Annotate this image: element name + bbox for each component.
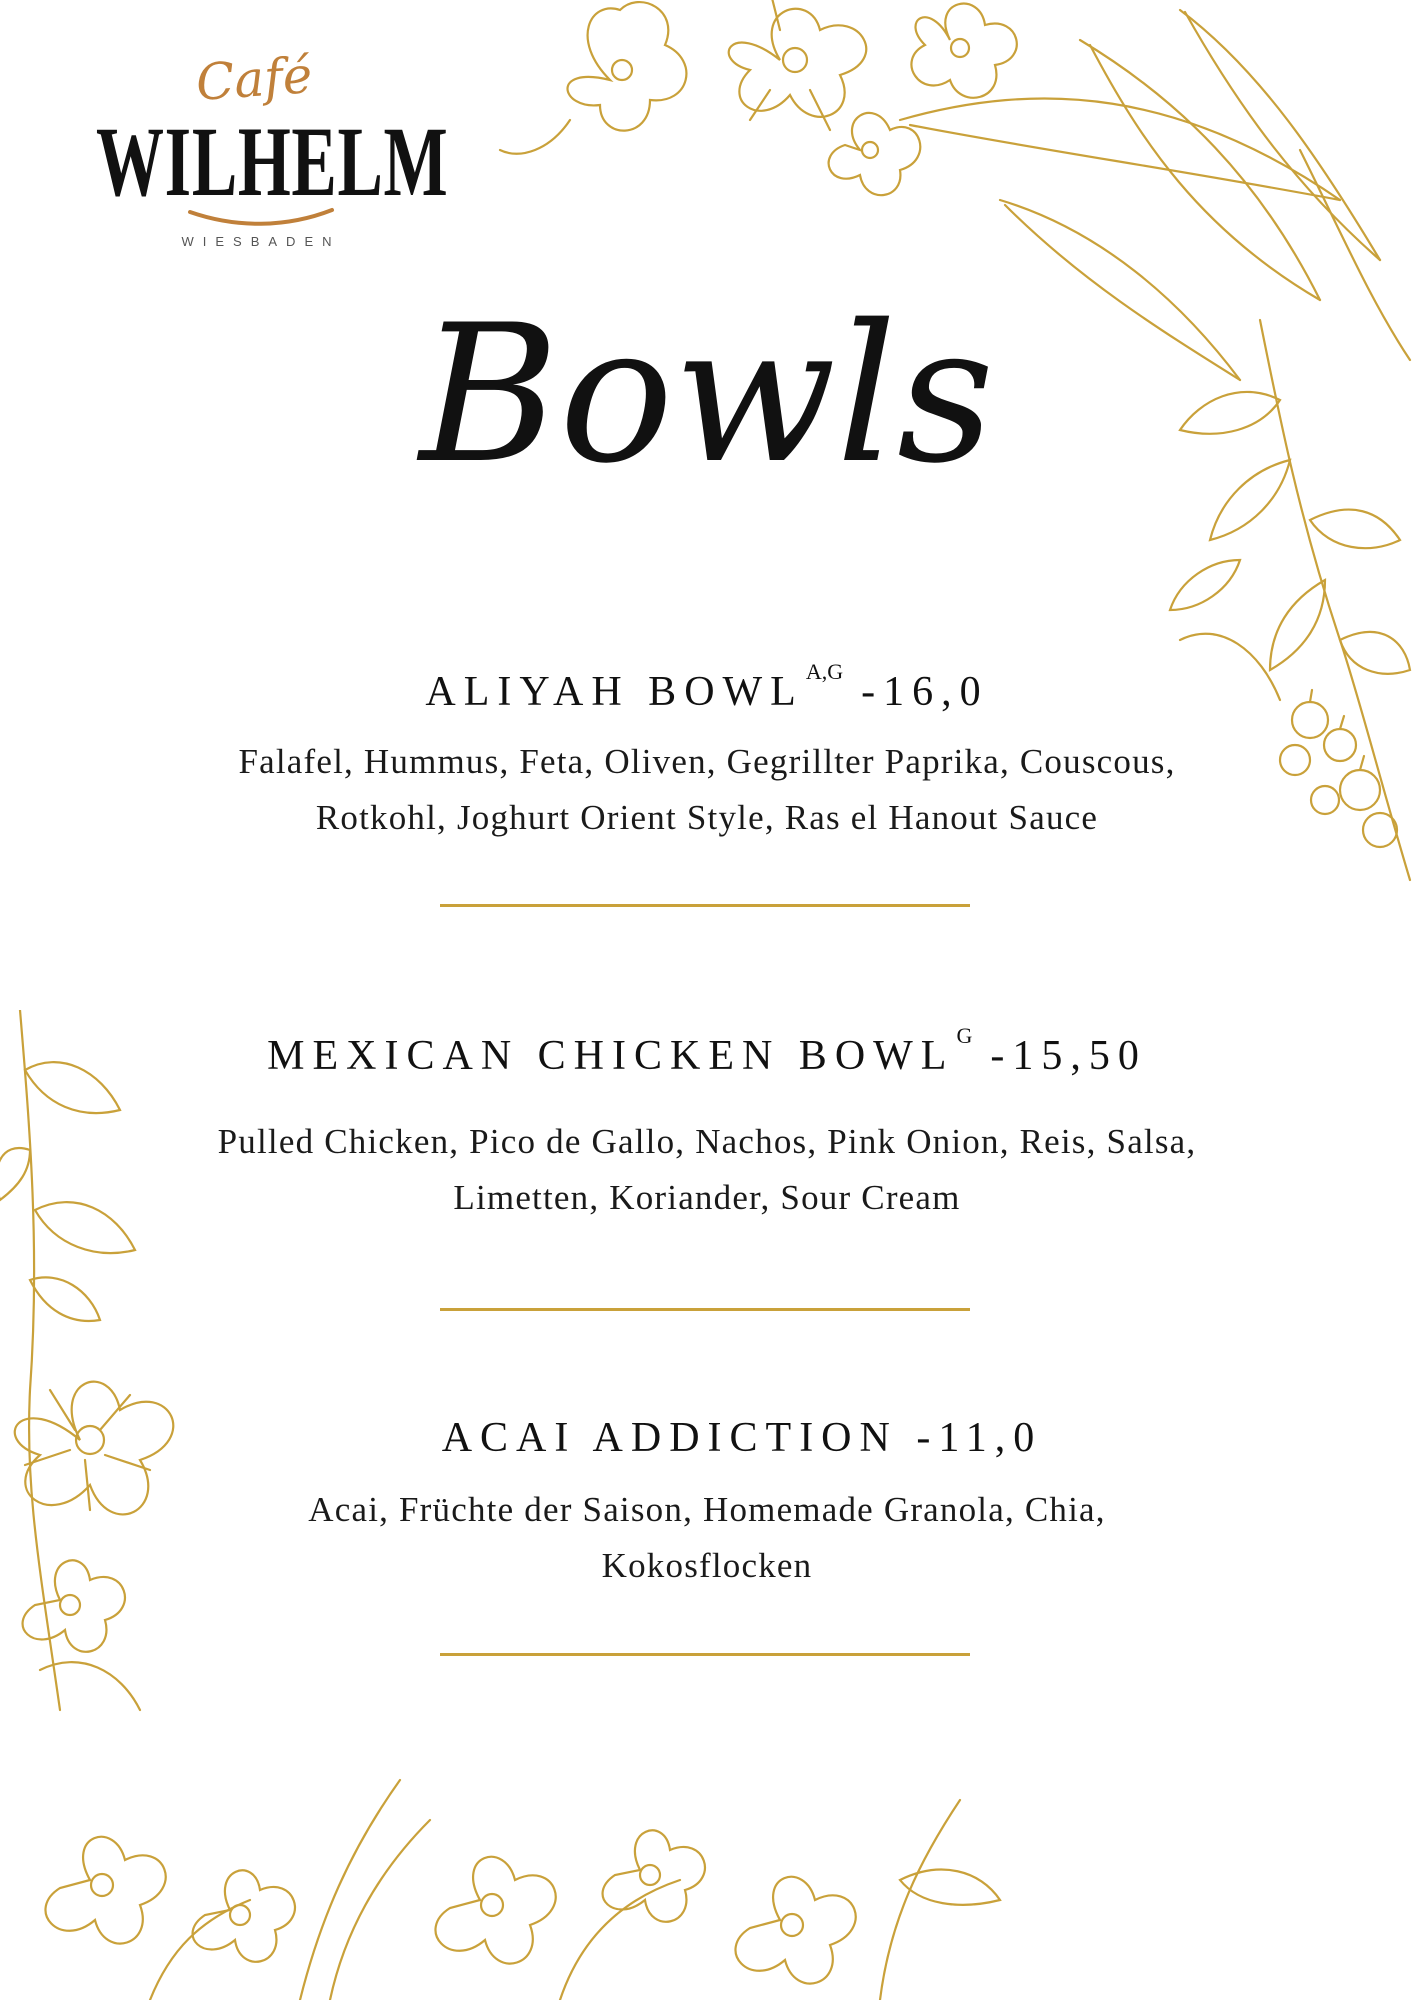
menu-item-price: -11,0 — [916, 1415, 1043, 1461]
menu-item-allergens: G — [956, 1023, 973, 1048]
menu-item-heading — [0, 1023, 1414, 1080]
floral-decoration-bottom — [0, 1760, 1060, 2000]
menu-item — [0, 1414, 1414, 1594]
logo-cafe-text: Café — [194, 46, 315, 112]
menu-item-desc-line: Limetten, Koriander, Sour Cream — [453, 1178, 961, 1217]
logo-city-text: WIESBADEN — [181, 234, 341, 249]
menu-item-description — [0, 734, 1414, 846]
cafe-wilhelm-logo — [96, 44, 449, 264]
section-divider — [440, 1653, 970, 1656]
logo-swoosh-icon — [186, 206, 336, 228]
menu-item-name: ACAI ADDICTION — [441, 1415, 898, 1461]
menu-item — [0, 1023, 1414, 1226]
menu-item — [0, 659, 1414, 846]
menu-item-desc-line: Pulled Chicken, Pico de Gallo, Nachos, Pink Onion, Reis, Salsa, — [217, 1122, 1197, 1161]
page-title: Bowls — [419, 284, 995, 505]
menu-item-description — [0, 1114, 1414, 1226]
menu-item-name: ALIYAH BOWL — [425, 669, 804, 715]
menu-item-desc-line: Kokosflocken — [601, 1546, 813, 1585]
section-divider — [440, 904, 970, 907]
menu-item-desc-line: Rotkohl, Joghurt Orient Style, Ras el Hanout Sauce — [315, 798, 1099, 837]
menu-item-price: -16,0 — [861, 669, 989, 715]
menu-item-description — [0, 1482, 1414, 1594]
section-divider — [440, 1308, 970, 1311]
menu-item-heading — [0, 1414, 1414, 1462]
logo-name-text: WILHELM — [96, 106, 449, 217]
menu-item-desc-line: Falafel, Hummus, Feta, Oliven, Gegrillter Paprika, Couscous, — [238, 742, 1176, 781]
menu-item-name: MEXICAN CHICKEN BOWL — [267, 1033, 955, 1079]
menu-item-price: -15,50 — [990, 1033, 1147, 1079]
menu-item-heading — [0, 659, 1414, 716]
menu-item-desc-line: Acai, Früchte der Saison, Homemade Granola, Chia, — [308, 1490, 1106, 1529]
menu-item-allergens: A,G — [805, 659, 844, 684]
